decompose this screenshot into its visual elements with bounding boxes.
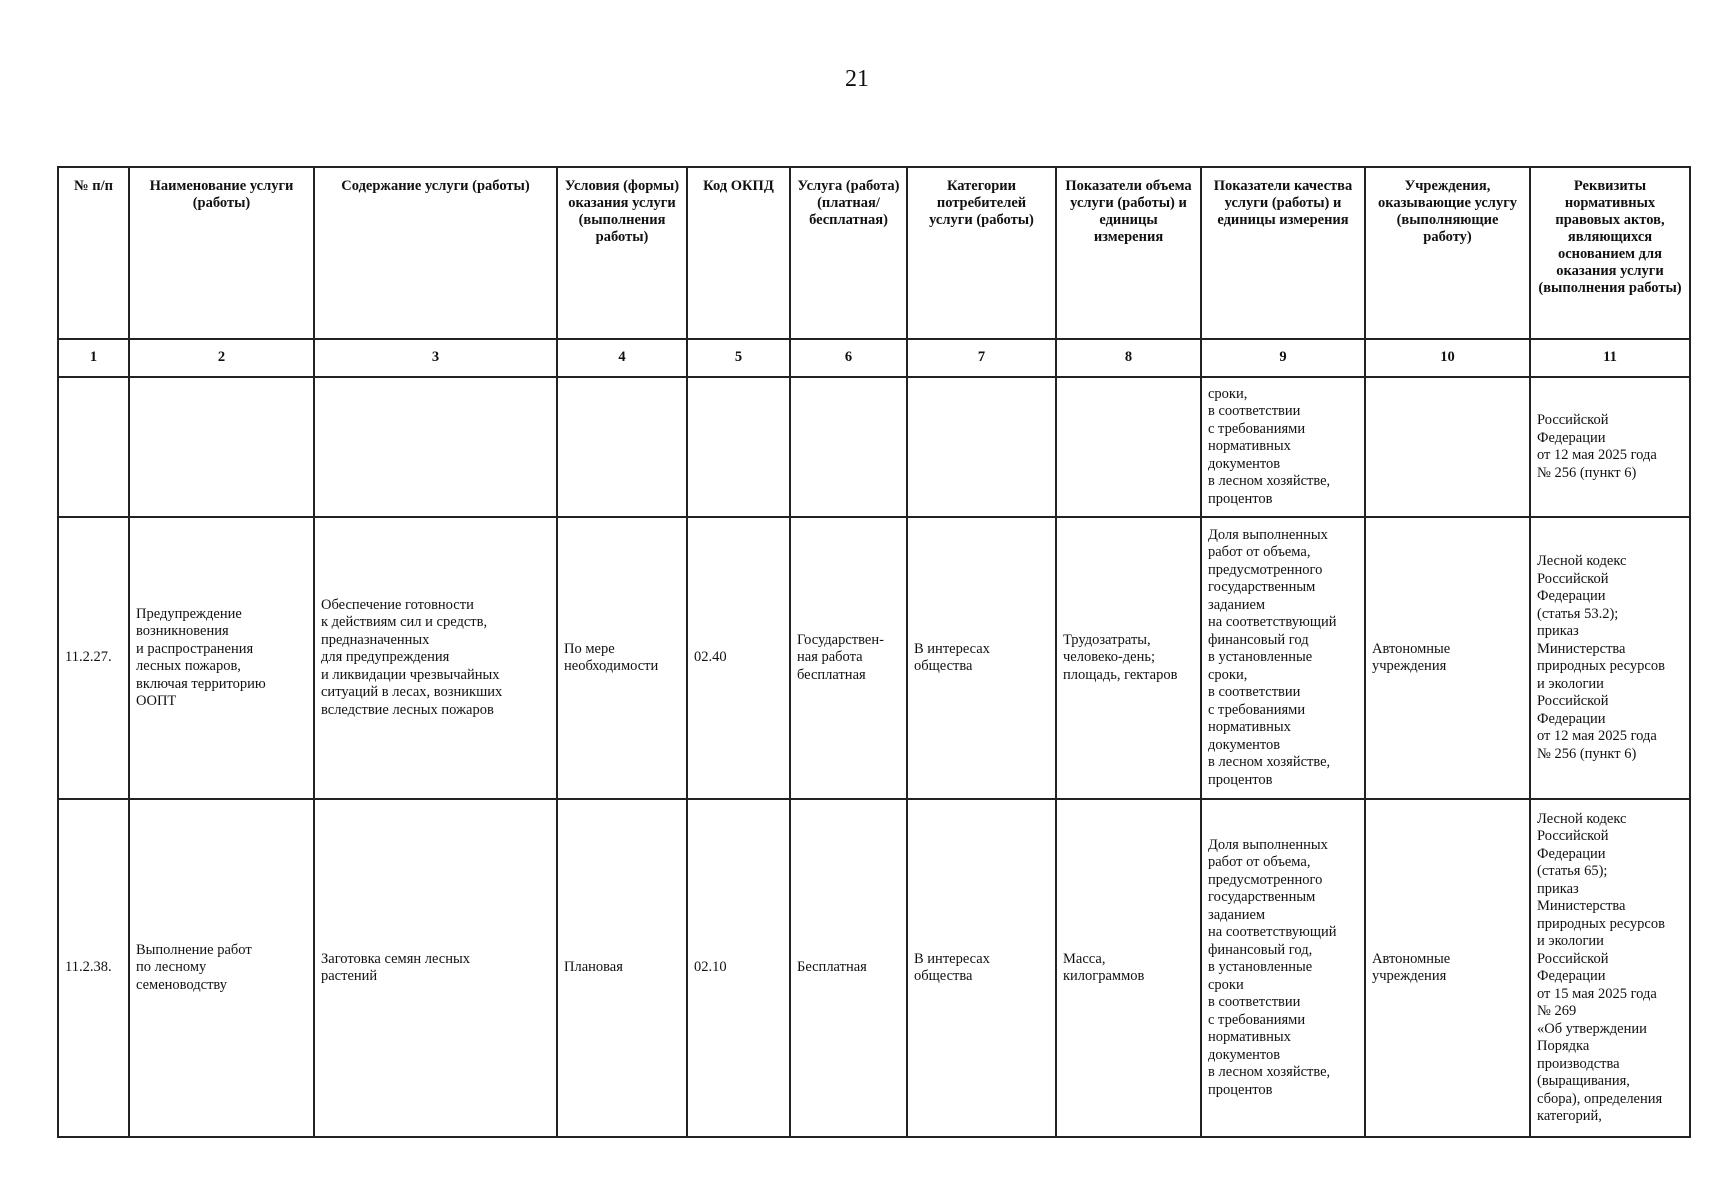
service-content: Заготовка семян лесных растений: [314, 799, 557, 1137]
service-conditions: [557, 377, 687, 517]
column-number: 5: [687, 339, 790, 377]
legal-reference: Лесной кодекс Российской Федерации (статья 53.2); приказ Министерства природных ресурсов и экологии Российской Федерации от 12 мая 2025 года № 256 (пункт 6): [1530, 517, 1690, 799]
table-row: [58, 517, 1690, 799]
header-cell-okpd-code: Код ОКПД: [687, 167, 790, 339]
header-cell-number: № п/п: [58, 167, 129, 339]
column-number: 10: [1365, 339, 1530, 377]
table-row: [58, 377, 1690, 517]
column-number-row: [58, 339, 1690, 377]
service-name: Предупреждение возникновения и распространения лесных пожаров, включая территорию ООПТ: [129, 517, 314, 799]
header-cell-quality-indicators: Показатели качества услуги (работы) и единицы измерения: [1201, 167, 1365, 339]
header-cell-conditions: Условия (формы) оказания услуги (выполнения работы): [557, 167, 687, 339]
legal-reference: Российской Федерации от 12 мая 2025 года № 256 (пункт 6): [1530, 377, 1690, 517]
service-conditions: По мере необходимости: [557, 517, 687, 799]
service-conditions: Плановая: [557, 799, 687, 1137]
volume-indicator: [1056, 377, 1201, 517]
okpd-code: [687, 377, 790, 517]
quality-indicator: сроки, в соответствии с требованиями нормативных документов в лесном хозяйстве, процентов: [1201, 377, 1365, 517]
quality-indicator: Доля выполненных работ от объема, предусмотренного государственным заданием на соответствующий финансовый год в установленные сроки, в соответствии с требованиями нормативных документов в лесном хозяйстве, процентов: [1201, 517, 1365, 799]
paid-status: [790, 377, 907, 517]
consumer-category: В интересах общества: [907, 799, 1056, 1137]
service-name: [129, 377, 314, 517]
quality-indicator: Доля выполненных работ от объема, предусмотренного государственным заданием на соответствующий финансовый год, в установленные сроки в соответствии с требованиями нормативных документов в лесном хозяйстве, процентов: [1201, 799, 1365, 1137]
okpd-code: 02.40: [687, 517, 790, 799]
header-cell-volume-indicators: Показатели объема услуги (работы) и единицы измерения: [1056, 167, 1201, 339]
consumer-category: В интересах общества: [907, 517, 1056, 799]
column-number: 9: [1201, 339, 1365, 377]
header-cell-institutions: Учреждения, оказывающие услугу (выполняющие работу): [1365, 167, 1530, 339]
row-number: 11.2.27.: [58, 517, 129, 799]
services-table: [57, 166, 1691, 1138]
column-number: 1: [58, 339, 129, 377]
service-content: [314, 377, 557, 517]
column-number: 6: [790, 339, 907, 377]
column-number: 2: [129, 339, 314, 377]
page-number: 21: [845, 66, 869, 92]
institution-type: [1365, 377, 1530, 517]
header-cell-service-content: Содержание услуги (работы): [314, 167, 557, 339]
paid-status: Бесплатная: [790, 799, 907, 1137]
volume-indicator: Масса, килограммов: [1056, 799, 1201, 1137]
column-number: 3: [314, 339, 557, 377]
row-number: [58, 377, 129, 517]
volume-indicator: Трудозатраты, человеко-день; площадь, гектаров: [1056, 517, 1201, 799]
header-cell-service-name: Наименование услуги (работы): [129, 167, 314, 339]
header-cell-paid-free: Услуга (работа) (платная/ бесплатная): [790, 167, 907, 339]
header-cell-legal-acts: Реквизиты нормативных правовых актов, являющихся основанием для оказания услуги (выполнения работы): [1530, 167, 1690, 339]
column-number: 7: [907, 339, 1056, 377]
okpd-code: 02.10: [687, 799, 790, 1137]
table-row: [58, 799, 1690, 1137]
service-content: Обеспечение готовности к действиям сил и средств, предназначенных для предупреждения и ликвидации чрезвычайных ситуаций в лесах, возникших вследствие лесных пожаров: [314, 517, 557, 799]
column-number: 4: [557, 339, 687, 377]
row-number: 11.2.38.: [58, 799, 129, 1137]
institution-type: Автономные учреждения: [1365, 517, 1530, 799]
header-row: [58, 167, 1690, 339]
service-name: Выполнение работ по лесному семеноводству: [129, 799, 314, 1137]
column-number: 11: [1530, 339, 1690, 377]
paid-status: Государствен- ная работа бесплатная: [790, 517, 907, 799]
legal-reference: Лесной кодекс Российской Федерации (статья 65); приказ Министерства природных ресурсов и экологии Российской Федерации от 15 мая 2025 года № 269 «Об утверждении Порядка производства (выращивания, сбора), определения категорий,: [1530, 799, 1690, 1137]
column-number: 8: [1056, 339, 1201, 377]
consumer-category: [907, 377, 1056, 517]
header-cell-consumer-categories: Категории потребителей услуги (работы): [907, 167, 1056, 339]
institution-type: Автономные учреждения: [1365, 799, 1530, 1137]
